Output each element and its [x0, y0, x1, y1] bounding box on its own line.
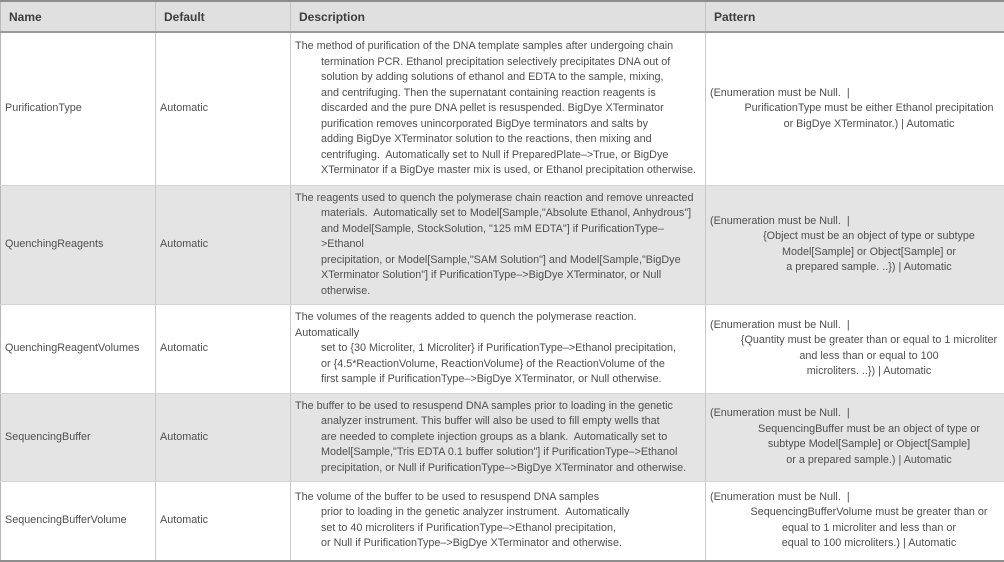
- text-line: PurificationType must be either Ethanol precipitation: [710, 101, 1000, 117]
- text-line: materials. Automatically set to Model[Sample,"Absolute Ethanol, Anhydrous"]: [321, 206, 701, 222]
- option-pattern-cell: [706, 393, 1004, 482]
- option-description-cell: [291, 305, 706, 394]
- text-line: set to 40 microliters if PurificationType–>Ethanol precipitation,: [321, 521, 701, 537]
- text-line: equal to 100 microliters.) | Automatic: [710, 536, 1000, 552]
- text-line: precipitation, or Model[Sample,"SAM Solution"] and Model[Sample,"BigDye: [321, 253, 701, 269]
- text-line: or {4.5*ReactionVolume, ReactionVolume} of the ReactionVolume of the: [321, 357, 701, 373]
- text-line: and less than or equal to 100: [710, 349, 1000, 365]
- option-pattern-cell: [706, 482, 1004, 561]
- table-row: [1, 185, 1004, 305]
- text-line: a prepared sample. ..}) | Automatic: [710, 260, 1000, 276]
- text-line: The volumes of the reagents added to quench the polymerase reaction. Automatically: [295, 310, 701, 341]
- text-line: (Enumeration must be Null. |: [710, 214, 1000, 230]
- text-line: SequencingBuffer must be an object of type or: [710, 422, 1000, 438]
- option-default-cell: Automatic: [156, 185, 291, 305]
- option-name-cell: QuenchingReagents: [1, 185, 156, 305]
- option-pattern-cell: [706, 185, 1004, 305]
- table-header: [1, 1, 1004, 32]
- text-line: and centrifuging. Then the supernatant containing reaction reagents is: [321, 86, 701, 102]
- table-row: [1, 305, 1004, 394]
- table-row: [1, 482, 1004, 561]
- option-default-cell: Automatic: [156, 482, 291, 561]
- text-line: purification removes unincorporated BigDye terminators and salts by: [321, 117, 701, 133]
- text-line: equal to 1 microliter and less than or: [710, 521, 1000, 537]
- text-line: first sample if PurificationType–>BigDye XTerminator, or Null otherwise.: [321, 372, 701, 388]
- text-line: The volume of the buffer to be used to resuspend DNA samples: [295, 490, 701, 506]
- option-name-cell: PurificationType: [1, 32, 156, 185]
- text-line: centrifuging. Automatically set to Null if PreparedPlate–>True, or BigDye: [321, 148, 701, 164]
- column-header-description: Description: [291, 1, 706, 32]
- column-header-name: Name: [1, 1, 156, 32]
- option-description-cell: [291, 482, 706, 561]
- option-pattern-cell: [706, 32, 1004, 185]
- text-line: prior to loading in the genetic analyzer instrument. Automatically: [321, 505, 701, 521]
- text-line: are needed to complete injection groups as a blank. Automatically set to: [321, 430, 701, 446]
- option-name-cell: QuenchingReagentVolumes: [1, 305, 156, 394]
- text-line: and Model[Sample, StockSolution, "125 mM EDTA"] if PurificationType–>Ethanol: [321, 222, 701, 253]
- option-description-cell: [291, 32, 706, 185]
- text-line: The buffer to be used to resuspend DNA samples prior to loading in the genetic: [295, 399, 701, 415]
- text-line: precipitation, or Null if PurificationType–>BigDye XTerminator and otherwise.: [321, 461, 701, 477]
- text-line: microliters. ..}) | Automatic: [710, 364, 1000, 380]
- text-line: (Enumeration must be Null. |: [710, 490, 1000, 506]
- text-line: Model[Sample] or Object[Sample] or: [710, 245, 1000, 261]
- option-description-cell: [291, 185, 706, 305]
- text-line: XTerminator if a BigDye master mix is used, or Ethanol precipitation otherwise.: [321, 163, 701, 179]
- text-line: termination PCR. Ethanol precipitation selectively precipitates DNA out of: [321, 55, 701, 71]
- text-line: Model[Sample,"Tris EDTA 0.1 buffer solution"] if PurificationType–>Ethanol: [321, 445, 701, 461]
- option-description-cell: [291, 393, 706, 482]
- option-name-cell: SequencingBufferVolume: [1, 482, 156, 561]
- text-line: (Enumeration must be Null. |: [710, 318, 1000, 334]
- text-line: SequencingBufferVolume must be greater than or: [710, 505, 1000, 521]
- text-line: or a prepared sample.) | Automatic: [710, 453, 1000, 469]
- text-line: {Quantity must be greater than or equal to 1 microliter: [710, 333, 1000, 349]
- text-line: The reagents used to quench the polymerase chain reaction and remove unreacted: [295, 191, 701, 207]
- option-default-cell: Automatic: [156, 305, 291, 394]
- column-header-default: Default: [156, 1, 291, 32]
- text-line: discarded and the pure DNA pellet is resuspended. BigDye XTerminator: [321, 101, 701, 117]
- text-line: or Null if PurificationType–>BigDye XTerminator and otherwise.: [321, 536, 701, 552]
- text-line: adding BigDye XTerminator solution to the reactions, then mixing and: [321, 132, 701, 148]
- text-line: XTerminator Solution"] if PurificationType–>BigDye XTerminator, or Null otherwise.: [321, 268, 701, 299]
- text-line: solution by adding solutions of ethanol and EDTA to the sample, mixing,: [321, 70, 701, 86]
- text-line: or BigDye XTerminator.) | Automatic: [710, 117, 1000, 133]
- text-line: set to {30 Microliter, 1 Microliter} if PurificationType–>Ethanol precipitation,: [321, 341, 701, 357]
- option-default-cell: Automatic: [156, 393, 291, 482]
- table-row: [1, 393, 1004, 482]
- option-pattern-cell: [706, 305, 1004, 394]
- text-line: subtype Model[Sample] or Object[Sample]: [710, 437, 1000, 453]
- column-header-pattern: Pattern: [706, 1, 1004, 32]
- table-body: [1, 32, 1004, 561]
- text-line: (Enumeration must be Null. |: [710, 86, 1000, 102]
- text-line: analyzer instrument. This buffer will also be used to fill empty wells that: [321, 414, 701, 430]
- text-line: (Enumeration must be Null. |: [710, 406, 1000, 422]
- option-default-cell: Automatic: [156, 32, 291, 185]
- text-line: {Object must be an object of type or subtype: [710, 229, 1000, 245]
- option-name-cell: SequencingBuffer: [1, 393, 156, 482]
- text-line: The method of purification of the DNA template samples after undergoing chain: [295, 39, 701, 55]
- table-row: [1, 32, 1004, 185]
- header-row: [1, 1, 1004, 32]
